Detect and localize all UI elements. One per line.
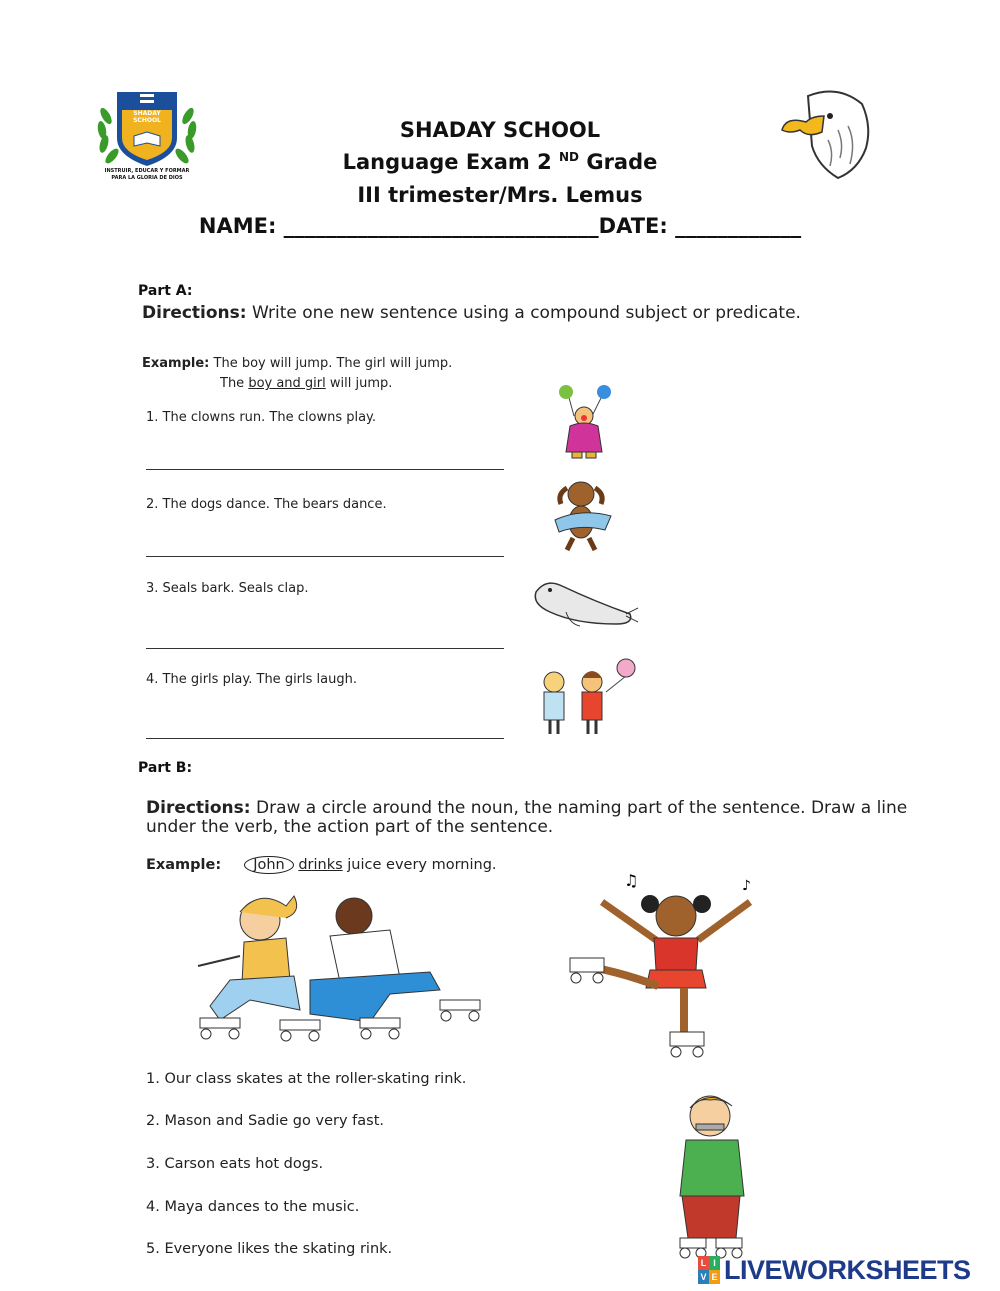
- part-b-item-2: 2. Mason and Sadie go very fast.: [146, 1113, 384, 1129]
- dancing-dog-image: [545, 474, 621, 554]
- logo-school-name: SHADAY SCHOOL: [133, 110, 161, 124]
- part-b-directions-bold: Directions:: [146, 798, 251, 818]
- part-a-item-2: 2. The dogs dance. The bears dance.: [146, 497, 387, 512]
- name-date-row: [0, 214, 1000, 238]
- part-b-example-verb: drinks: [298, 857, 343, 873]
- part-b-example: [146, 857, 497, 873]
- badge-letter-l: L: [698, 1256, 709, 1270]
- dancing-girl-image: [566, 870, 772, 1062]
- part-b-item-4: 4. Maya dances to the music.: [146, 1199, 360, 1215]
- part-a-example-underlined: boy and girl: [248, 376, 326, 391]
- part-b-item-3: 3. Carson eats hot dogs.: [146, 1156, 324, 1172]
- answer-line-2[interactable]: [146, 556, 504, 557]
- part-a-example-post: will jump.: [325, 376, 393, 391]
- trimester-teacher: III trimester/Mrs. Lemus: [357, 183, 643, 207]
- girls-playing-image: [536, 656, 640, 736]
- part-a-example-line2: [220, 376, 392, 391]
- part-b-example-noun: John: [244, 856, 294, 874]
- part-b-item-1: 1. Our class skates at the roller-skating rink.: [146, 1071, 467, 1087]
- logo-motto-line1: INSTRUIR, EDUCAR Y FORMAR: [104, 168, 190, 174]
- part-b-example-bold: Example:: [146, 857, 222, 873]
- exam-title-sup: ND: [559, 150, 580, 164]
- exam-title-prefix: Language Exam 2: [342, 150, 560, 174]
- badge-letter-v: V: [698, 1270, 709, 1284]
- part-a-directions: [142, 304, 802, 323]
- name-field[interactable]: ______________________________: [283, 214, 599, 238]
- part-a-example-bold: Example:: [142, 356, 210, 371]
- svg-text:♪: ♪: [742, 878, 751, 894]
- part-b-item-5: 5. Everyone likes the skating rink.: [146, 1241, 393, 1257]
- watermark-badge: [698, 1256, 720, 1284]
- date-label: DATE:: [598, 214, 676, 238]
- part-b-example-rest: juice every morning.: [342, 857, 497, 873]
- part-a-directions-bold: Directions:: [142, 303, 247, 323]
- part-a-label: Part A:: [138, 283, 193, 299]
- svg-text:♫: ♫: [624, 871, 639, 890]
- part-a-item-3: 3. Seals bark. Seals clap.: [146, 581, 309, 596]
- part-a-directions-text: Write one new sentence using a compound subject or predicate.: [246, 303, 801, 323]
- seal-image: [526, 572, 640, 630]
- name-label: NAME:: [198, 214, 284, 238]
- part-b-label: Part B:: [138, 760, 193, 776]
- part-a-example-pre: The: [220, 376, 249, 391]
- school-title: SHADAY SCHOOL: [399, 118, 601, 142]
- part-b-directions-text: Draw a circle around the noun, the naming part of the sentence. Draw a line under the verb, the action part of the sentence.: [146, 798, 908, 837]
- part-a-example-line1: [142, 356, 452, 371]
- part-a-item-1: 1. The clowns run. The clowns play.: [146, 410, 377, 425]
- exam-title: [0, 150, 1000, 174]
- logo-motto-line2: PARA LA GLORIA DE DIOS: [111, 175, 183, 181]
- badge-letter-i: I: [709, 1256, 720, 1270]
- clown-image: [548, 382, 618, 464]
- answer-line-1[interactable]: [146, 469, 504, 470]
- boy-harmonica-image: [660, 1088, 760, 1260]
- part-b-directions: [146, 799, 936, 837]
- watermark-brand: LIVEWORKSHEETS: [724, 1255, 971, 1285]
- part-a-item-4: 4. The girls play. The girls laugh.: [146, 672, 357, 687]
- exam-title-suffix: Grade: [579, 150, 658, 174]
- badge-letter-e: E: [709, 1270, 720, 1284]
- part-a-example-text1: The boy will jump. The girl will jump.: [209, 356, 453, 371]
- liveworksheets-watermark: [698, 1254, 994, 1286]
- answer-line-4[interactable]: [146, 738, 504, 739]
- skating-kids-image: [190, 890, 505, 1055]
- date-field[interactable]: ____________: [675, 214, 802, 238]
- answer-line-3[interactable]: [146, 648, 504, 649]
